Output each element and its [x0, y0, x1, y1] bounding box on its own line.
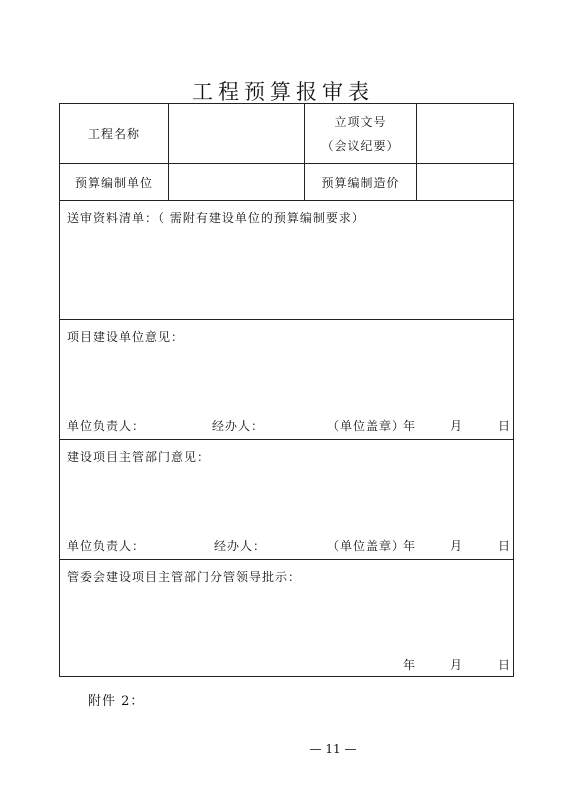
- construction-unit-opinion-section[interactable]: [60, 320, 513, 440]
- seal-label: （单位盖章）: [327, 539, 406, 553]
- page-number: — 11 —: [309, 742, 357, 756]
- submission-section[interactable]: [60, 201, 513, 320]
- budget-unit-row: [60, 164, 513, 201]
- construction-unit-signature-row: [60, 417, 513, 435]
- budget-unit-label: 预算编制单位: [74, 175, 153, 190]
- committee-date-row: [60, 656, 513, 674]
- project-name-row: [60, 104, 513, 164]
- submission-heading: 送审资料清单：（ 需附有建设单位的预算编制要求）: [67, 211, 365, 225]
- budget-cost-label: 预算编制造价: [304, 164, 416, 200]
- responsible-person-label: 单位负责人：: [67, 419, 146, 433]
- day-label: 日: [498, 419, 512, 433]
- construction-unit-opinion-heading: 项目建设单位意见：: [67, 330, 185, 344]
- form-title: 工程预算报审表: [192, 80, 374, 104]
- month-label: 月: [450, 419, 464, 433]
- budget-cost-field[interactable]: [416, 164, 513, 200]
- month-label: 月: [450, 658, 464, 672]
- authority-opinion-section[interactable]: [60, 440, 513, 560]
- budget-unit-field[interactable]: [168, 164, 304, 200]
- approval-doc-label-line1: 立项文号: [334, 115, 387, 130]
- responsible-person-label: 单位负责人：: [67, 539, 146, 553]
- approval-doc-field[interactable]: [416, 104, 513, 163]
- year-label: 年: [403, 539, 417, 553]
- project-name-field[interactable]: [168, 104, 304, 163]
- approval-doc-label-line2: （会议纪要）: [321, 138, 400, 153]
- handler-label: 经办人：: [212, 419, 265, 433]
- budget-review-form: [59, 103, 514, 677]
- approval-doc-label: [304, 104, 416, 163]
- day-label: 日: [498, 658, 512, 672]
- authority-opinion-heading: 建设项目主管部门意见：: [67, 450, 211, 464]
- committee-approval-heading: 管委会建设项目主管部门分管领导批示：: [67, 570, 302, 584]
- seal-label: （单位盖章）: [327, 419, 406, 433]
- attachment-label: 附件 2：: [88, 694, 145, 709]
- month-label: 月: [450, 539, 464, 553]
- committee-approval-section[interactable]: [60, 560, 513, 676]
- handler-label: 经办人：: [214, 539, 267, 553]
- day-label: 日: [498, 539, 512, 553]
- year-label: 年: [403, 419, 417, 433]
- project-name-label: 工程名称: [87, 127, 140, 141]
- authority-signature-row: [60, 537, 513, 555]
- year-label: 年: [403, 658, 417, 672]
